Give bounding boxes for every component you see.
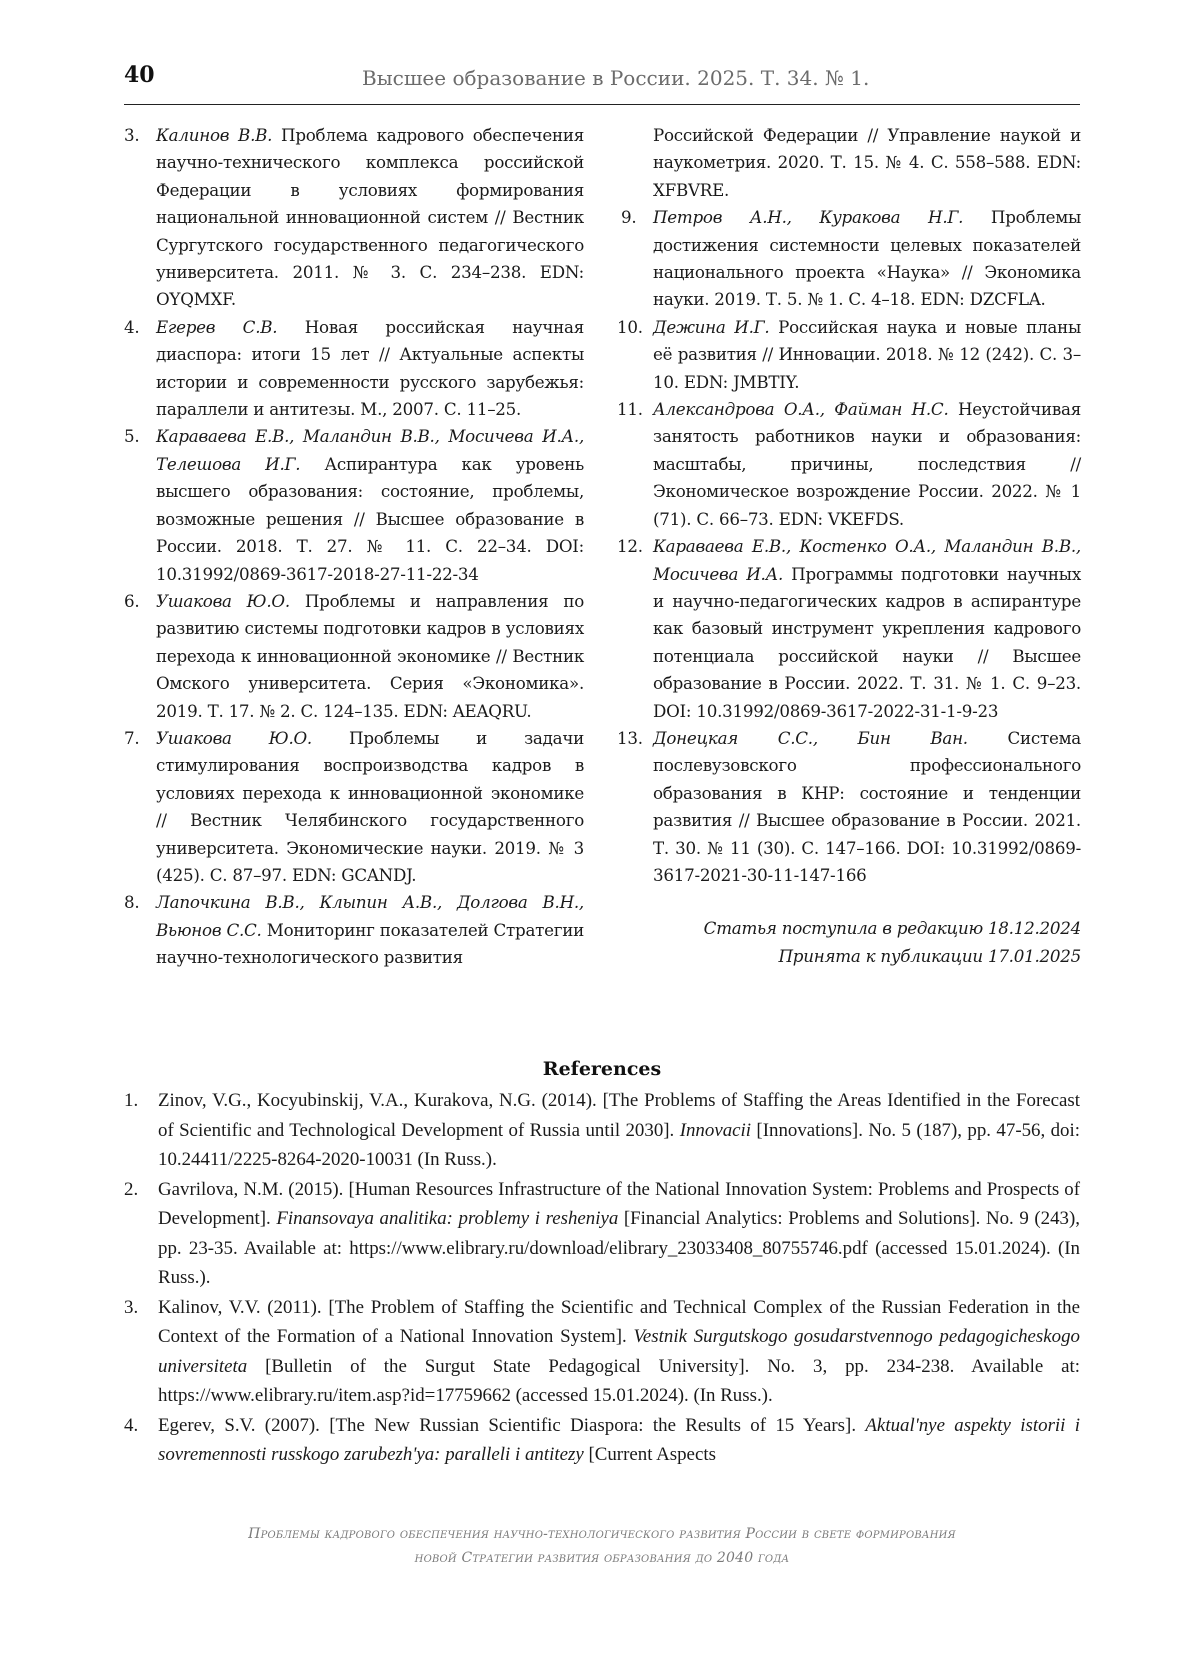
reference-authors: Калинов В.В.	[156, 125, 273, 145]
accepted-date: Принята к публикации 17.01.2025	[778, 945, 1081, 966]
reference-item: 3. Kalinov, V.V. (2011). [The Problem of Staffing the Scientific and Technical Complex of the Russian Federation in the Context of the Formation of a National Innovation System]. Vestnik Surgutskogo gosudarstvennogo pedagogicheskogo universiteta [Bulletin of the Surgut State Pedagogical University]. No. 3, pp. 234-238. Available at: https://www.elibrary.ru/item.asp?id=17759662 (accessed 15.01.2024). (In Russ.).	[124, 1296, 1081, 1406]
reference-item: 7. Ушакова Ю.О. Проблемы и задачи стимулирования воспроизводства кадров в условиях перехода к инновационной экономике // Вестник Челябинского государственного университета. Экономические науки. 2019. № 3 (425). С. 87–97. EDN: GCANDJ.	[124, 727, 584, 885]
references-english	[124, 1086, 1080, 1470]
reference-continuation: Российской Федерации // Управление наукой и наукометрия. 2020. Т. 15. № 4. С. 558–588. EDN: XFBVRE.	[653, 125, 1081, 200]
reference-item: 6. Ушакова Ю.О. Проблемы и направления по развитию системы подготовки кадров в условиях перехода к инновационной экономике // Вестник Омского университета. Серия «Экономика». 2019. Т. 17. № 2. С. 124–135. EDN: AEAQRU.	[124, 590, 584, 721]
reference-text: Новая российская научная диаспора: итоги 15 лет // Актуальные аспекты истории и современности русского зарубежья: параллели и антитезы. М., 2007. С. 11–25.	[156, 316, 584, 420]
reference-text: Проблема кадрового обеспечения научно-технического комплекса российской Федерации в условиях формирования национальной инновационной систем // Вестник Сургутского государственного педагогического университета. 2011. № 3. С. 234–238. EDN: OYQMXF.	[156, 125, 584, 310]
reference-item: 9. Петров А.Н., Куракова Н.Г. Проблемы достижения системности целевых показателей национального проекта «Наука» // Экономика науки. 2019. Т. 5. № 1. С. 4–18. EDN: DZCFLA.	[621, 207, 1081, 310]
received-date: Статья поступила в редакцию 18.12.2024	[703, 918, 1081, 939]
journal-name: Vestnik Surgutskogo gosudarstvennogo pedagogicheskogo universiteta	[158, 1326, 1081, 1377]
references-heading: References	[542, 1058, 662, 1080]
right-column	[617, 122, 1082, 970]
reference-item: 10. Дежина И.Г. Российская наука и новые планы её развития // Инновации. 2018. № 12 (242). С. 3–10. EDN: JMBTIY.	[617, 316, 1081, 392]
left-column	[124, 122, 584, 972]
reference-text: Проблемы и направления по развитию системы подготовки кадров в условиях перехода к инновационной экономике // Вестник Омского университета. Серия «Экономика». 2019. Т. 17. № 2. С. 124–135. EDN: AEAQRU.	[156, 590, 584, 721]
running-header	[124, 60, 1080, 105]
reference-authors: Ушакова Ю.О.	[156, 727, 312, 748]
reference-text: Аспирантура как уровень высшего образования: состояние, проблемы, возможные решения // Высшее образование в России. 2018. Т. 27. № 11. С. 22–34. DOI: 10.31992/0869-3617-2018-27-11-22-34	[156, 453, 584, 584]
reference-authors: Ушакова Ю.О.	[156, 590, 290, 611]
journal-name: Finansovaya analitika: problemy i resheniya	[276, 1208, 619, 1229]
reference-item: 5. Караваева Е.В., Маландин В.В., Мосичева И.А., Телешова И.Г. Аспирантура как уровень высшего образования: состояние, проблемы, возможные решения // Высшее образование в России. 2018. Т. 27. № 11. С. 22–34. DOI: 10.31992/0869-3617-2018-27-11-22-34	[124, 426, 584, 584]
reference-authors: Лапочкина В.В., Клыпин А.В., Долгова В.Н., Вьюнов С.С.	[156, 892, 584, 940]
reference-item: 4. Egerev, S.V. (2007). [The New Russian Scientific Diaspora: the Results of 15 Years]. Aktual'nye aspekty istorii i sovremennosti russkogo zarubezh'ya: paralleli i antitezy [Current Aspects	[124, 1414, 1080, 1465]
reference-authors: Караваева Е.В., Костенко О.А., Маландин В.В., Мосичева И.А.	[653, 536, 1081, 584]
page-number: 40	[124, 62, 155, 88]
reference-authors: Караваева Е.В., Маландин В.В., Мосичева И.А., Телешова И.Г.	[156, 426, 584, 474]
footer-line-2: новой Стратегии развития образования до 2040 года	[414, 1550, 790, 1566]
journal-name: Innovacii	[679, 1119, 752, 1141]
reference-authors: Александрова О.А., Файман Н.С.	[653, 399, 949, 420]
reference-item: 11. Александрова О.А., Файман Н.С. Неустойчивая занятость работников науки и образования: масштабы, причины, последствия // Экономическое возрождение России. 2022. № 1 (71). С. 66–73. EDN: VKEFDS.	[617, 399, 1082, 529]
reference-item: 12. Караваева Е.В., Костенко О.А., Маландин В.В., Мосичева И.А. Программы подготовки научных и научно-педагогических кадров в аспирантуре как базовый инструмент укрепления кадрового потенциала российской науки // Высшее образование в России. 2022. Т. 31. № 1. С. 9–23. DOI: 10.31992/0869-3617-2022-31-1-9-23	[617, 536, 1081, 721]
reference-text: Проблемы достижения системности целевых показателей национального проекта «Наука» // Экономика науки. 2019. Т. 5. № 1. С. 4–18. EDN: DZCFLA.	[653, 207, 1081, 310]
reference-item: 4. Егерев С.В. Новая российская научная диаспора: итоги 15 лет // Актуальные аспекты истории и современности русского зарубежья: параллели и антитезы. М., 2007. С. 11–25.	[124, 316, 584, 420]
running-footer	[124, 1522, 1080, 1570]
reference-item: 2. Gavrilova, N.M. (2015). [Human Resources Infrastructure of the National Innovation System: Problems and Prospects of Development]. Finansovaya analitika: problemy i resheniya [Financial Analytics: Problems and Solutions]. No. 9 (243), pp. 23-35. Available at: https://www.elibrary.ru/download/elibrary_23033408_80755746.pdf (accessed 15.01.2024). (In Russ.).	[124, 1178, 1080, 1288]
journal-name: Aktual'nye aspekty istorii i sovremennosti russkogo zarubezh'ya: paralleli i antitezy	[158, 1414, 1080, 1465]
reference-text: Российская наука и новые планы её развития // Инновации. 2018. № 12 (242). С. 3–10. EDN: JMBTIY.	[653, 316, 1081, 392]
reference-item: 1. Zinov, V.G., Kocyubinskij, V.A., Kurakova, N.G. (2014). [The Problems of Staffing the Areas Identified in the Forecast of Scientific and Technological Development of Russia until 2030]. Innovacii [Innovations]. No. 5 (187), pp. 47-56, doi: 10.24411/2225-8264-2020-10031 (In Russ.).	[124, 1090, 1081, 1170]
reference-text: Неустойчивая занятость работников науки и образования: масштабы, причины, последствия // Экономическое возрождение России. 2022. № 1 (71). С. 66–73. EDN: VKEFDS.	[653, 399, 1082, 529]
reference-list-en	[124, 1086, 1080, 1470]
footer-line-1: Проблемы кадрового обеспечения научно-технологического развития России в свете формирования	[248, 1526, 956, 1542]
reference-authors: Егерев С.В.	[156, 316, 278, 337]
reference-item: 8. Лапочкина В.В., Клыпин А.В., Долгова В.Н., Вьюнов С.С. Мониторинг показателей Стратегии научно-технологического развития	[124, 892, 584, 968]
reference-text: Программы подготовки научных и научно-педагогических кадров в аспирантуре как базовый инструмент укрепления кадрового потенциала российской науки // Высшее образование в России. 2022. Т. 31. № 1. С. 9–23. DOI: 10.31992/0869-3617-2022-31-1-9-23	[653, 563, 1081, 721]
reference-text: Мониторинг показателей Стратегии научно-технологического развития	[156, 919, 584, 968]
reference-item: 3. Калинов В.В. Проблема кадрового обеспечения научно-технического комплекса российской Федерации в условиях формирования национальной инновационной систем // Вестник Сургутского государственного педагогического университета. 2011. № 3. С. 234–238. EDN: OYQMXF.	[124, 125, 584, 310]
reference-authors: Петров А.Н., Куракова Н.Г.	[653, 207, 964, 228]
reference-text: Система послевузовского профессионального образования в КНР: состояние и тенденции развития // Высшее образование в России. 2021. Т. 30. № 11 (30). С. 147–166. DOI: 10.31992/0869-3617-2021-30-11-147-166	[653, 727, 1082, 885]
reference-item: 13. Донецкая С.С., Бин Ван. Система послевузовского профессионального образования в КНР: состояние и тенденции развития // Высшее образование в России. 2021. Т. 30. № 11 (30). С. 147–166. DOI: 10.31992/0869-3617-2021-30-11-147-166	[617, 727, 1082, 885]
article-dates	[621, 915, 1081, 970]
reference-list-ru-left	[124, 122, 584, 972]
reference-text: Проблемы и задачи стимулирования воспроизводства кадров в условиях перехода к инновационной экономике // Вестник Челябинского государственного университета. Экономические науки. 2019. № 3 (425). С. 87–97. EDN: GCANDJ.	[156, 727, 584, 885]
reference-authors: Донецкая С.С., Бин Ван.	[653, 727, 968, 748]
reference-authors: Дежина И.Г.	[653, 316, 770, 337]
journal-title: Высшее образование в России. 2025. Т. 34. № 1.	[362, 66, 870, 90]
reference-list-ru-right	[617, 122, 1082, 889]
